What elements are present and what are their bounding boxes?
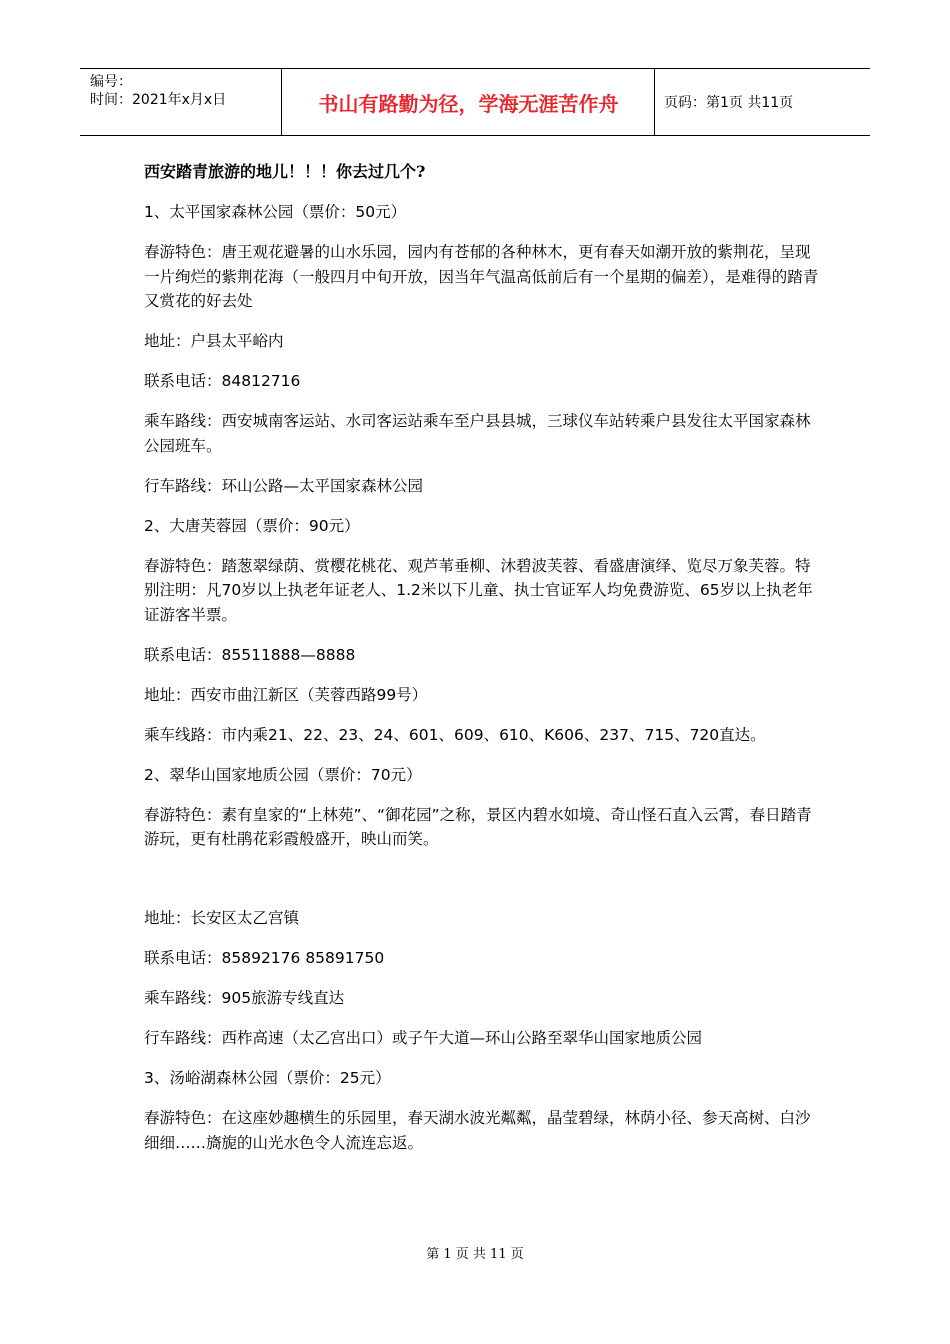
section-1-features: 春游特色：唐王观花避暑的山水乐园，园内有苍郁的各种林木，更有春天如潮开放的紫荆花，呈现一片绚烂的紫荆花海（一般四月中旬开放，因当年气温高低前后有一个星期的偏差），是难得的踏青又赏花的好去处 [144, 243, 819, 310]
section-3-heading: 2、翠华山国家地质公园（票价：70元） [144, 765, 422, 784]
document-time-label: 时间：2021年x月x日 [90, 92, 227, 108]
section-2-address: 地址：西安市曲江新区（芙蓉西路99号） [144, 685, 428, 704]
section-2-bus-route: 乘车线路：市内乘21、22、23、24、601、609、610、K606、237、715、720直达。 [144, 725, 766, 744]
header-meta-cell [80, 69, 282, 135]
section-3-address: 地址：长安区太乙宫镇 [144, 909, 300, 927]
article-body [144, 160, 824, 1171]
blank-gap [144, 867, 824, 906]
header-motto-cell [282, 69, 655, 135]
article-title: 西安踏青旅游的地儿！！！你去过几个? [144, 162, 426, 181]
page-footer: 第 1 页 共 11 页 [426, 1247, 524, 1262]
section-2-heading: 2、大唐芙蓉园（票价：90元） [144, 516, 360, 535]
document-number-label: 编号： [90, 74, 132, 90]
header-page-info: 页码：第1页 共11页 [664, 95, 794, 111]
header-page-cell [655, 69, 870, 135]
section-4-heading: 3、汤峪湖森林公园（票价：25元） [144, 1069, 391, 1087]
section-1-bus-route: 乘车路线：西安城南客运站、水司客运站乘车至户县县城，三球仪车站转乘户县发往太平国家森林公园班车。 [144, 412, 811, 455]
section-3-features: 春游特色：素有皇家的“上林苑”、“御花园”之称，景区内碧水如境、奇山怪石直入云霄，春日踏青游玩，更有杜鹃花彩霞般盛开，映山而笑。 [144, 805, 812, 848]
section-2-phone: 联系电话：85511888—8888 [144, 645, 356, 664]
section-1-address: 地址：户县太平峪内 [144, 332, 284, 350]
header-motto: 书山有路勤为径，学海无涯苦作舟 [318, 92, 619, 116]
section-3-phone: 联系电话：85892176 85891750 [144, 949, 385, 967]
section-4-features: 春游特色：在这座妙趣横生的乐园里，春天湖水波光粼粼，晶莹碧绿，林荫小径、参天高树、白沙细细……旖旎的山光水色令人流连忘返。 [144, 1109, 811, 1152]
section-1-phone: 联系电话：84812716 [144, 372, 301, 390]
section-3-bus-route: 乘车路线：905旅游专线直达 [144, 989, 345, 1007]
section-3-drive-route: 行车路线：西柞高速（太乙宫出口）或子午大道—环山公路至翠华山国家地质公园 [144, 1029, 703, 1047]
section-1-drive-route: 行车路线：环山公路—太平国家森林公园 [144, 476, 424, 495]
section-2-features: 春游特色：踏葱翠绿荫、赏樱花桃花、观芦苇垂柳、沐碧波芙蓉、看盛唐演绎、览尽万象芙蓉。特别注明：凡70岁以上执老年证老人、1.2米以下儿童、执士官证军人均免费游览、65岁以上执老年证游客半票。 [144, 556, 813, 624]
document-header [80, 68, 870, 136]
section-1-heading: 1、太平国家森林公园（票价：50元） [144, 203, 407, 221]
